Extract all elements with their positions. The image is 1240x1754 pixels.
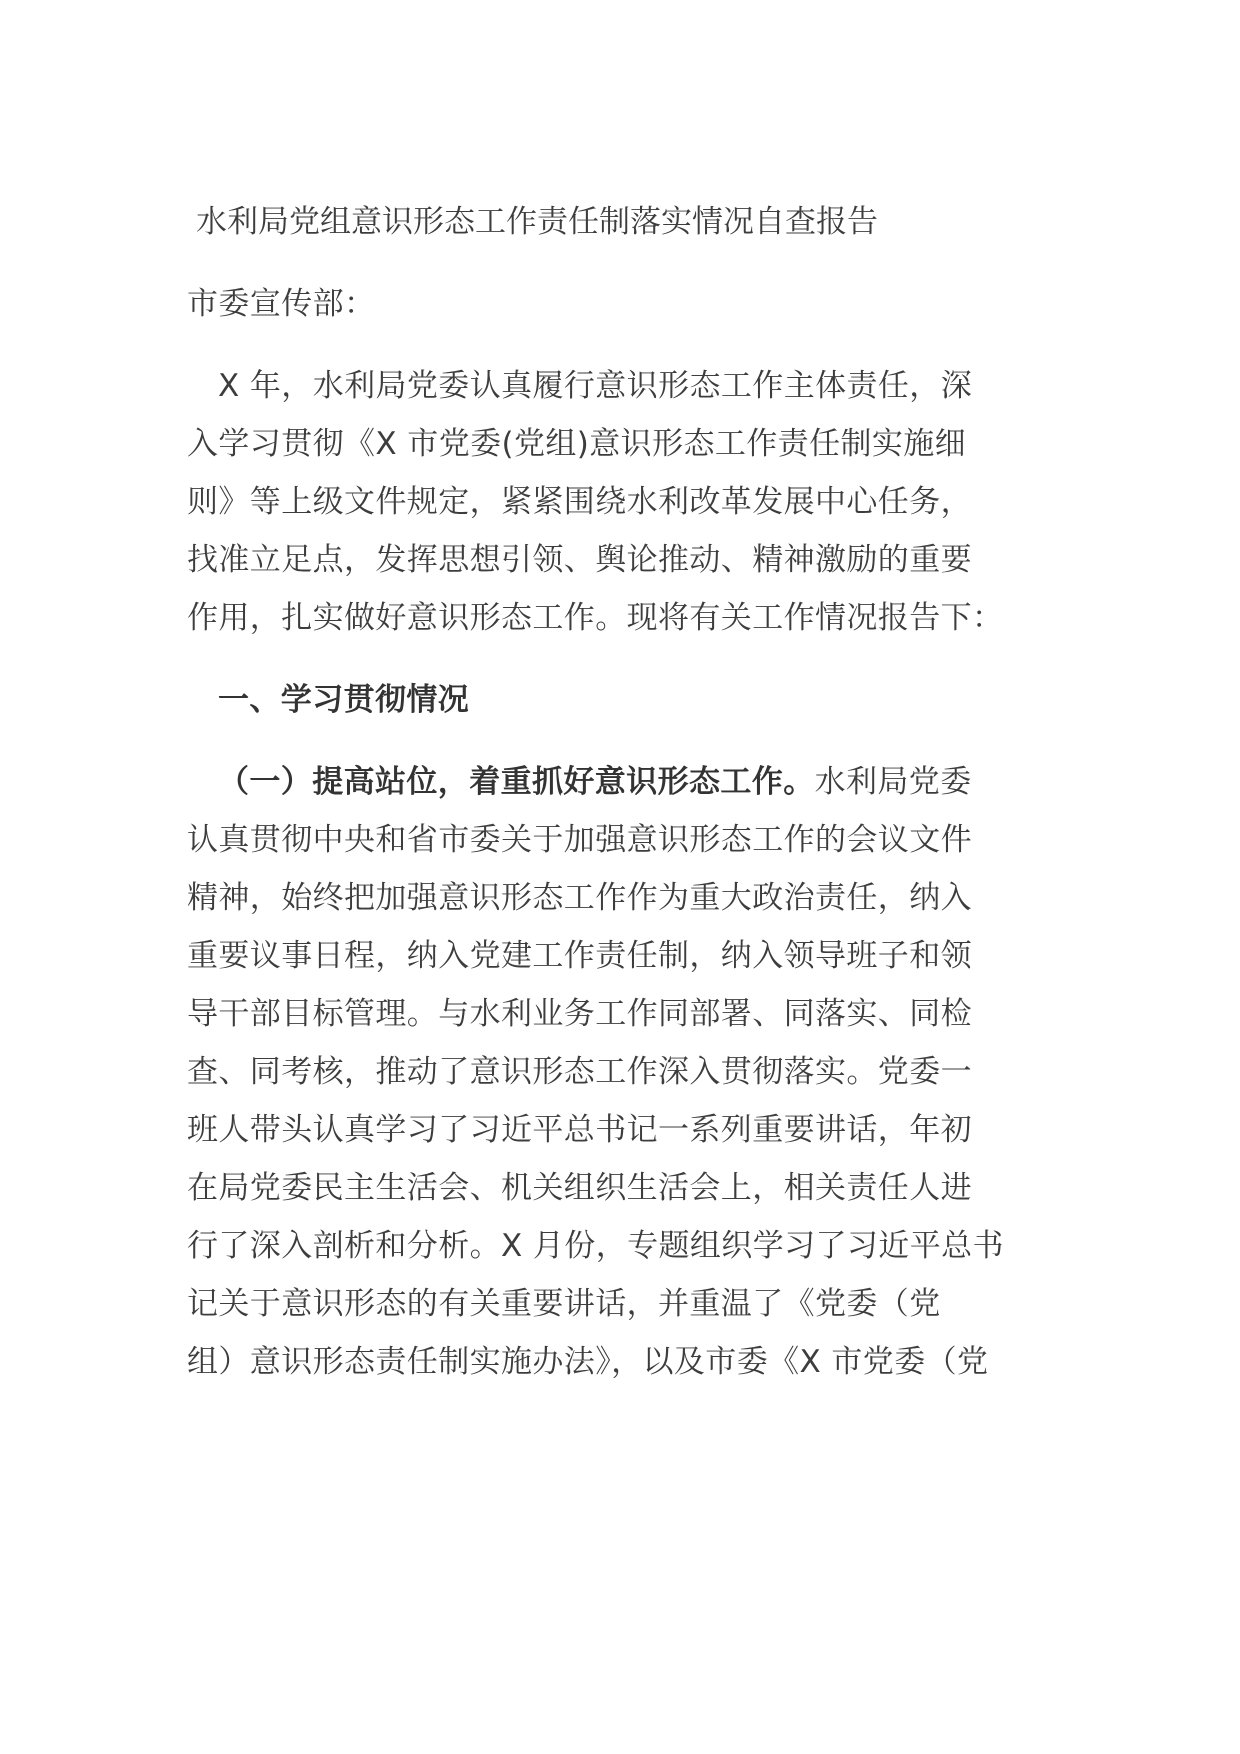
intro-line: 找准立足点，发挥思想引领、舆论推动、精神激励的重要 bbox=[187, 542, 972, 578]
paragraph-line: 记关于意识形态的有关重要讲话，并重温了《党委（党 bbox=[187, 1286, 941, 1322]
paragraph-line: 查、同考核，推动了意识形态工作深入贯彻落实。党委一 bbox=[187, 1054, 972, 1090]
paragraph-line: 班人带头认真学习了习近平总书记一系列重要讲话，年初 bbox=[187, 1112, 972, 1148]
subsection-heading: （一）提高站位，着重抓好意识形态工作。 bbox=[218, 764, 815, 800]
salutation: 市委宣传部： bbox=[187, 286, 376, 322]
paragraph-line: 组）意识形态责任制实施办法》，以及市委《X 市党委（党 bbox=[187, 1344, 989, 1380]
intro-line: X 年，水利局党委认真履行意识形态工作主体责任，深 bbox=[218, 368, 973, 404]
document-title: 水利局党组意识形态工作责任制落实情况自查报告 bbox=[196, 204, 878, 240]
paragraph-line: 精神，始终把加强意识形态工作作为重大政治责任，纳入 bbox=[187, 880, 972, 916]
subsection-first-line bbox=[218, 762, 972, 802]
intro-line: 则》等上级文件规定，紧紧围绕水利改革发展中心任务， bbox=[187, 484, 972, 520]
paragraph-line: 行了深入剖析和分析。X 月份，专题组织学习了习近平总书 bbox=[187, 1228, 1004, 1264]
paragraph-line: 认真贯彻中央和省市委关于加强意识形态工作的会议文件 bbox=[187, 822, 972, 858]
section-heading: 一、学习贯彻情况 bbox=[218, 682, 470, 718]
paragraph-line: 在局党委民主生活会、机关组织生活会上，相关责任人进 bbox=[187, 1170, 972, 1206]
intro-line: 入学习贯彻《X 市党委(党组)意识形态工作责任制实施细 bbox=[187, 426, 967, 462]
subsection-first-line-text: 水利局党委 bbox=[814, 764, 972, 800]
paragraph-line: 重要议事日程，纳入党建工作责任制，纳入领导班子和领 bbox=[187, 938, 972, 974]
paragraph-line: 导干部目标管理。与水利业务工作同部署、同落实、同检 bbox=[187, 996, 972, 1032]
intro-line: 作用，扎实做好意识形态工作。现将有关工作情况报告下： bbox=[187, 600, 1004, 636]
